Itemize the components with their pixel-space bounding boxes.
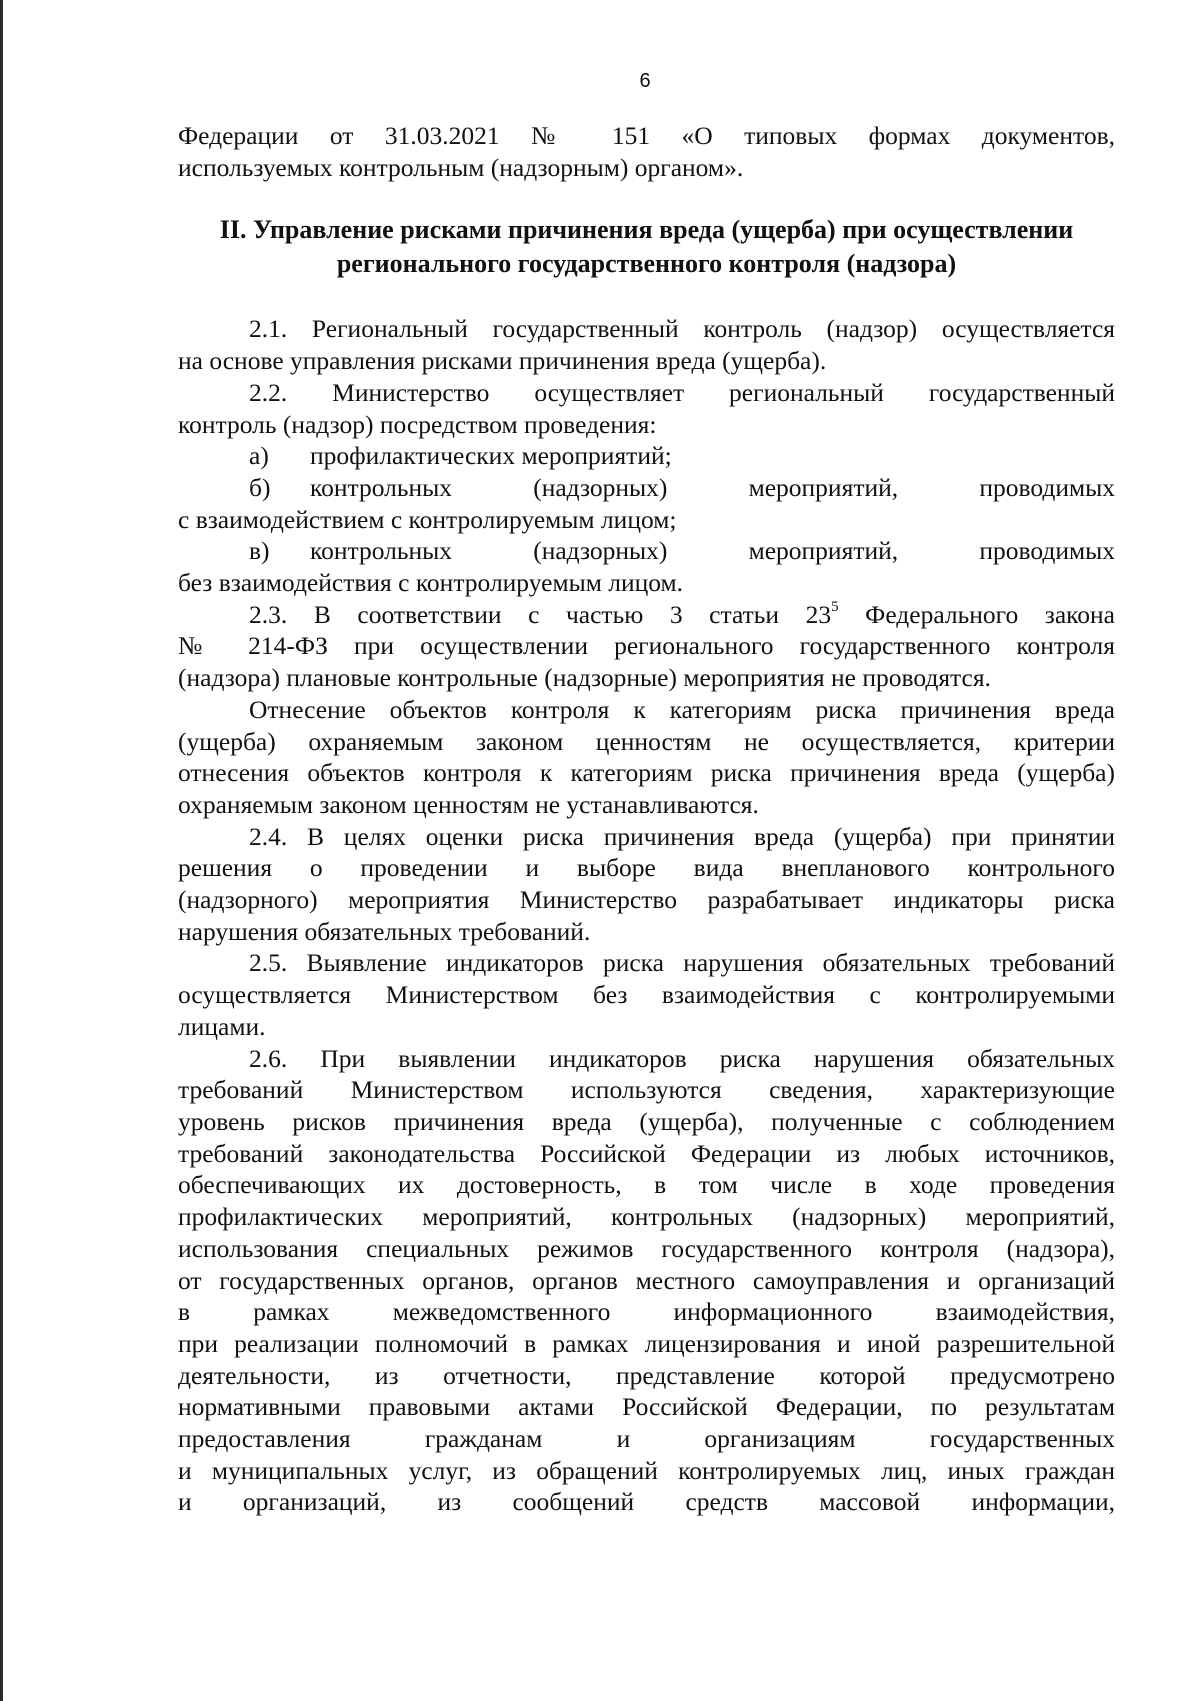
paragraph-2-6 (178, 1043, 1115, 1519)
paragraph-categories (178, 694, 1115, 821)
text-line: профилактических мероприятий; (310, 441, 672, 471)
heading-line: II. Управление рисками причинения вреда (ущерба) при осуществлении (219, 215, 1074, 245)
section-heading (178, 213, 1115, 281)
paragraph-2-4 (178, 821, 1115, 948)
text-line: контрольных (надзорных) мероприятий, проводимых (310, 536, 1115, 566)
text-line: при реализации полномочий в рамках лицензирования и иной разрешительной (178, 1328, 1115, 1358)
text-line: в рамках межведомственного информационного взаимодействия, (178, 1297, 1115, 1327)
text-line: 2.2. Министерство осуществляет региональный государственный (249, 377, 1115, 407)
text-line: профилактических мероприятий, контрольных (надзорных) мероприятий, (178, 1202, 1115, 1232)
scan-edge (0, 0, 3, 1701)
paragraph-2-5 (178, 947, 1115, 1042)
text-line: и муниципальных услуг, из обращений контролируемых лиц, иных граждан (178, 1455, 1115, 1485)
text-line: осуществляется Министерством без взаимодействия с контролируемыми (178, 980, 1115, 1010)
text-line: нарушения обязательных требований. (178, 916, 591, 946)
text-line: лицами. (178, 1011, 266, 1041)
text-line: 2.1. Региональный государственный контроль (надзор) осуществляется (249, 314, 1115, 344)
text-line: решения о проведении и выборе вида внепланового контрольного (178, 853, 1115, 883)
text-line: деятельности, из отчетности, представление которой предусмотрено (178, 1360, 1115, 1390)
heading-line: регионального государственного контроля (надзора) (336, 249, 957, 279)
text-line: (ущерба) охраняемым законом ценностям не осуществляется, критерии (178, 726, 1115, 756)
list-marker: а) (249, 441, 269, 471)
paragraph-2-1 (178, 313, 1115, 376)
list-marker: б) (249, 472, 271, 502)
document-body (178, 120, 1115, 1518)
list-item-a (178, 440, 1115, 472)
list-item-b (178, 472, 1115, 535)
text-line: и организаций, из сообщений средств массовой информации, (178, 1487, 1115, 1517)
text-line: № 214-ФЗ при осуществлении регионального государственного контроля (178, 631, 1115, 661)
text-line: от государственных органов, органов местного самоуправления и организаций (178, 1265, 1115, 1295)
text-line: Федерации от 31.03.2021 № 151 «О типовых формах документов, (178, 121, 1115, 150)
text-line: Отнесение объектов контроля к категориям риска причинения вреда (249, 694, 1115, 724)
text-line: охраняемым законом ценностям не устанавливаются. (178, 789, 759, 819)
page-number: 6 (639, 70, 651, 92)
text-line: использования специальных режимов государственного контроля (надзора), (178, 1233, 1115, 1263)
list-item-v (178, 535, 1115, 598)
text-line: контрольных (надзорных) мероприятий, проводимых (310, 472, 1115, 502)
text-line: нормативными правовыми актами Российской Федерации, по результатам (178, 1392, 1115, 1422)
text-line: 2.4. В целях оценки риска причинения вреда (ущерба) при принятии (249, 821, 1115, 851)
intro-paragraph (178, 120, 1115, 183)
text-line: (надзорного) мероприятия Министерство разрабатывает индикаторы риска (178, 885, 1115, 915)
text-line: требований законодательства Российской Федерации из любых источников, (178, 1138, 1115, 1168)
text-line: (надзора) плановые контрольные (надзорные) мероприятия не проводятся. (178, 663, 991, 693)
text-line: предоставления гражданам и организациям государственных (178, 1424, 1115, 1454)
text-line: на основе управления рисками причинения вреда (ущерба). (178, 346, 827, 376)
text-line: с взаимодействием с контролируемым лицом; (178, 504, 677, 534)
text-line (178, 599, 1115, 631)
text-line: контроль (надзор) посредством проведения: (178, 409, 657, 439)
text-fragment: 2.3. В соответствии с частью 3 статьи 23 (249, 599, 832, 629)
text-line: 2.5. Выявление индикаторов риска нарушения обязательных требований (249, 948, 1115, 978)
text-line: отнесения объектов контроля к категориям риска причинения вреда (ущерба) (178, 758, 1115, 788)
text-line: без взаимодействия с контролируемым лицом. (178, 568, 684, 598)
text-line: уровень рисков причинения вреда (ущерба), полученные с соблюдением (178, 1106, 1115, 1136)
text-line: обеспечивающих их достоверность, в том числе в ходе проведения (178, 1170, 1115, 1200)
paragraph-2-3 (178, 599, 1115, 694)
paragraph-2-2 (178, 377, 1115, 440)
list-marker: в) (249, 536, 270, 566)
text-line: требований Министерством используются сведения, характеризующие (178, 1075, 1115, 1105)
text-line: используемых контрольным (надзорным) органом». (178, 152, 744, 182)
superscript: 5 (831, 599, 839, 616)
text-fragment: Федерального закона (838, 599, 1115, 629)
text-line: 2.6. При выявлении индикаторов риска нарушения обязательных (249, 1043, 1115, 1073)
